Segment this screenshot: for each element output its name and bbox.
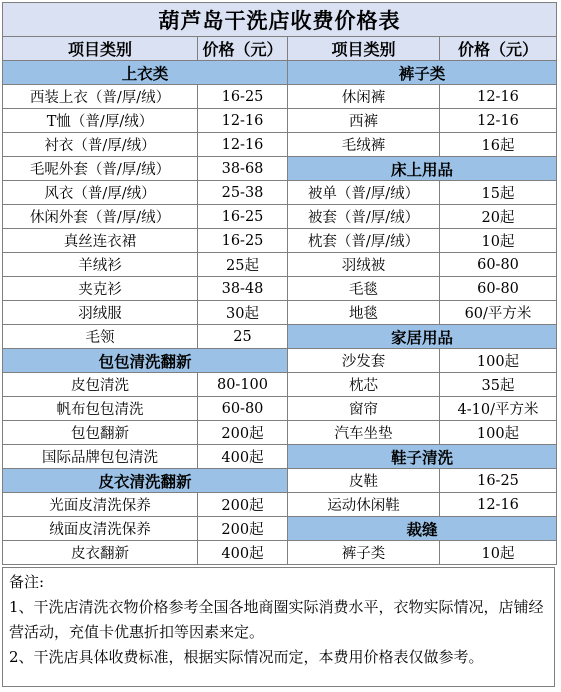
item-name: 毛绒裤 bbox=[288, 133, 440, 157]
item-price: 80-100 bbox=[198, 373, 288, 397]
note-line-2: 2、干洗店具体收费标准，根据实际情况而定，本费用价格表仅做参考。 bbox=[9, 648, 484, 666]
item-name: 地毯 bbox=[288, 301, 440, 325]
category-header-leather: 皮衣清洗翻新 bbox=[3, 469, 288, 493]
column-header-item: 项目类别 bbox=[3, 37, 198, 61]
item-name: 衬衣（普/厚/绒） bbox=[3, 133, 198, 157]
item-name: 运动休闲鞋 bbox=[288, 493, 440, 517]
item-price: 12-16 bbox=[440, 109, 557, 133]
item-name: 夹克衫 bbox=[3, 277, 198, 301]
item-price: 400起 bbox=[198, 541, 288, 565]
notes-label: 备注: bbox=[9, 573, 45, 591]
item-name: 风衣（普/厚/绒） bbox=[3, 181, 198, 205]
column-header-item: 项目类别 bbox=[288, 37, 440, 61]
item-name: 羽绒被 bbox=[288, 253, 440, 277]
item-price: 4-10/平方米 bbox=[440, 397, 557, 421]
item-name: 真丝连衣裙 bbox=[3, 229, 198, 253]
item-name: 沙发套 bbox=[288, 349, 440, 373]
category-header-sewing: 裁缝 bbox=[288, 517, 557, 541]
item-name: 羽绒服 bbox=[3, 301, 198, 325]
item-price: 16-25 bbox=[198, 85, 288, 109]
notes-box bbox=[2, 567, 555, 687]
item-price: 16-25 bbox=[198, 229, 288, 253]
category-header-home: 家居用品 bbox=[288, 325, 557, 349]
category-header-bedding: 床上用品 bbox=[288, 157, 557, 181]
item-name: 汽车坐垫 bbox=[288, 421, 440, 445]
item-name: 皮鞋 bbox=[288, 469, 440, 493]
item-price: 200起 bbox=[198, 517, 288, 541]
item-name: 枕芯 bbox=[288, 373, 440, 397]
item-price: 35起 bbox=[440, 373, 557, 397]
item-name: 皮衣翻新 bbox=[3, 541, 198, 565]
item-price: 60-80 bbox=[198, 397, 288, 421]
price-table bbox=[2, 2, 557, 565]
item-name: 西装上衣（普/厚/绒） bbox=[3, 85, 198, 109]
item-price: 400起 bbox=[198, 445, 288, 469]
item-price: 12-16 bbox=[440, 85, 557, 109]
item-price: 12-16 bbox=[198, 133, 288, 157]
item-name: 西裤 bbox=[288, 109, 440, 133]
item-name: 光面皮清洗保养 bbox=[3, 493, 198, 517]
item-name: 毛呢外套（普/厚/绒） bbox=[3, 157, 198, 181]
item-price: 25起 bbox=[198, 253, 288, 277]
item-name: 绒面皮清洗保养 bbox=[3, 517, 198, 541]
item-name: T恤（普/厚/绒） bbox=[3, 109, 198, 133]
item-price: 30起 bbox=[198, 301, 288, 325]
item-price: 16起 bbox=[440, 133, 557, 157]
item-price: 12-16 bbox=[198, 109, 288, 133]
item-price: 200起 bbox=[198, 493, 288, 517]
item-name: 包包翻新 bbox=[3, 421, 198, 445]
item-name: 裤子类 bbox=[288, 541, 440, 565]
note-line-1: 1、干洗店清洗衣物价格参考全国各地商圈实际消费水平，衣物实际情况，店铺经营活动，充值卡优惠折扣等因素来定。 bbox=[9, 598, 544, 641]
item-price: 15起 bbox=[440, 181, 557, 205]
item-price: 25-38 bbox=[198, 181, 288, 205]
item-price: 200起 bbox=[198, 421, 288, 445]
category-header-pants: 裤子类 bbox=[288, 61, 557, 85]
item-price: 60-80 bbox=[440, 277, 557, 301]
item-name: 羊绒衫 bbox=[3, 253, 198, 277]
item-name: 毛领 bbox=[3, 325, 198, 349]
item-price: 38-68 bbox=[198, 157, 288, 181]
item-name: 帆布包包清洗 bbox=[3, 397, 198, 421]
item-name: 皮包清洗 bbox=[3, 373, 198, 397]
item-price: 60/平方米 bbox=[440, 301, 557, 325]
item-name: 被套（普/厚/绒） bbox=[288, 205, 440, 229]
column-header-price: 价格（元） bbox=[198, 37, 288, 61]
category-header-bags: 包包清洗翻新 bbox=[3, 349, 288, 373]
item-name: 枕套（普/厚/绒） bbox=[288, 229, 440, 253]
item-price: 25 bbox=[198, 325, 288, 349]
column-header-price: 价格（元） bbox=[440, 37, 557, 61]
item-name: 被单（普/厚/绒） bbox=[288, 181, 440, 205]
category-header-shoes: 鞋子清洗 bbox=[288, 445, 557, 469]
page-title: 葫芦岛干洗店收费价格表 bbox=[3, 3, 557, 37]
item-price: 16-25 bbox=[198, 205, 288, 229]
item-name: 休闲裤 bbox=[288, 85, 440, 109]
item-price: 100起 bbox=[440, 349, 557, 373]
item-name: 毛毯 bbox=[288, 277, 440, 301]
item-price: 20起 bbox=[440, 205, 557, 229]
category-header-tops: 上衣类 bbox=[3, 61, 288, 85]
item-name: 国际品牌包包清洗 bbox=[3, 445, 198, 469]
item-price: 10起 bbox=[440, 229, 557, 253]
item-price: 60-80 bbox=[440, 253, 557, 277]
item-price: 38-48 bbox=[198, 277, 288, 301]
item-price: 16-25 bbox=[440, 469, 557, 493]
item-price: 10起 bbox=[440, 541, 557, 565]
item-price: 12-16 bbox=[440, 493, 557, 517]
item-price: 100起 bbox=[440, 421, 557, 445]
item-name: 窗帘 bbox=[288, 397, 440, 421]
item-name: 休闲外套（普/厚/绒） bbox=[3, 205, 198, 229]
